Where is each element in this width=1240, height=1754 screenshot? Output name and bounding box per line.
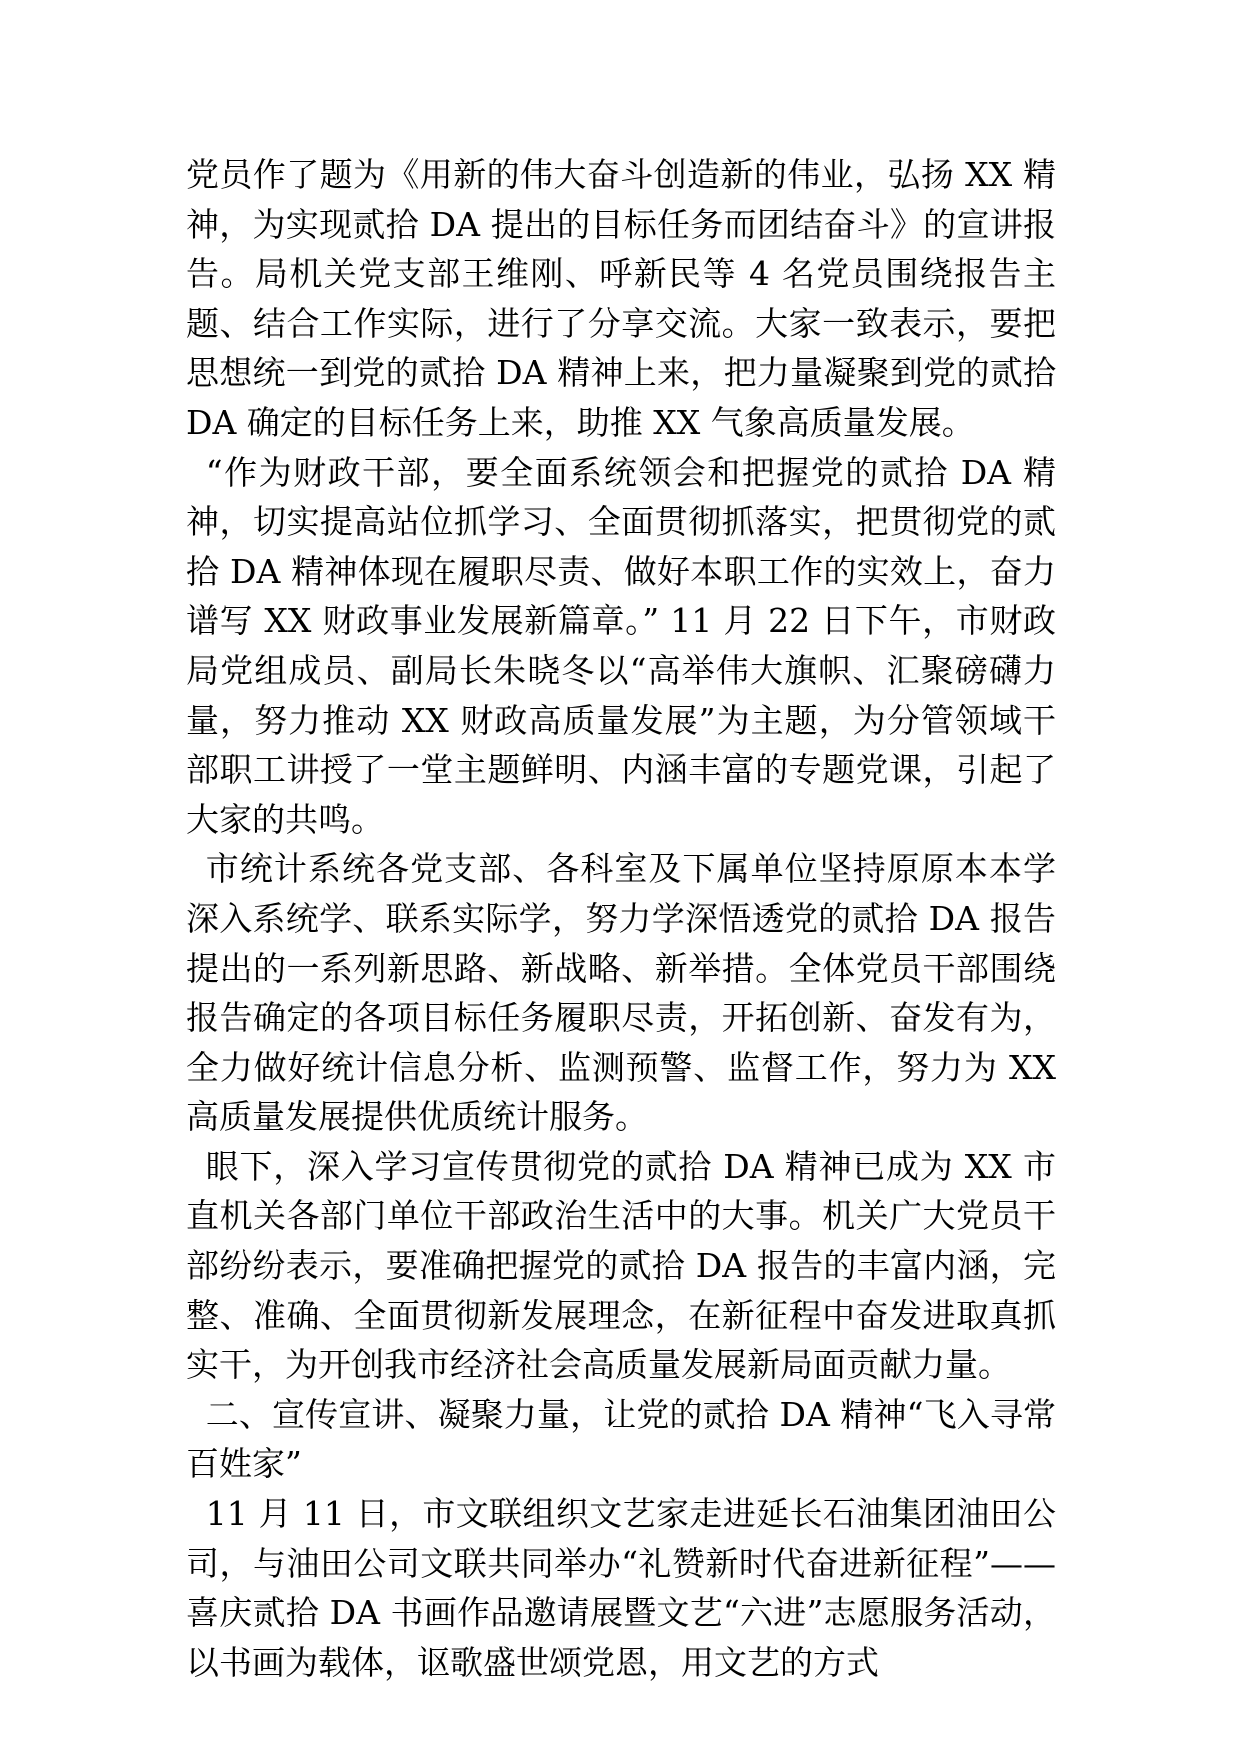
paragraph-meteorology-report: 党员作了题为《用新的伟大奋斗创造新的伟业，弘扬 XX 精神，为实现贰拾 DA 提出的目标任务而团结奋斗》的宣讲报告。局机关党支部王维刚、呼新民等 4 名党员围绕报告主题、结合工作实际，进行了分享交流。大家一致表示，要把思想统一到党的贰拾 DA 精神上来，把力量凝聚到党的贰拾 DA 确定的目标任务上来，助推 XX 气象高质量发展。: [186, 155, 1056, 442]
paragraph-finance-bureau: “作为财政干部，要全面系统领会和把握党的贰拾 DA 精神，切实提高站位抓学习、全面贯彻抓落实，把贯彻党的贰拾 DA 精神体现在履职尽责、做好本职工作的实效上，奋力谱写 XX 财政事业发展新篇章。” 11 月 22 日下午，市财政局党组成员、副局长朱晓冬以“高举伟大旗帜、汇聚磅礴力量，努力推动 XX 财政高质量发展”为主题，为分管领域干部职工讲授了一堂主题鲜明、内涵丰富的专题党课，引起了大家的共鸣。: [186, 452, 1056, 839]
section-heading: 二、宣传宣讲、凝聚力量，让党的贰拾 DA 精神“飞入寻常百姓家”: [186, 1394, 1056, 1484]
paragraph-literary-federation: 11 月 11 日，市文联组织文艺家走进延长石油集团油田公司，与油田公司文联共同举办“礼赞新时代奋进新征程”——喜庆贰拾 DA 书画作品邀请展暨文艺“六进”志愿服务活动，以书画为载体，讴歌盛世颂党恩，用文艺的方式: [186, 1494, 1056, 1682]
paragraph-municipal-organs: 眼下，深入学习宣传贯彻党的贰拾 DA 精神已成为 XX 市直机关各部门单位干部政治生活中的大事。机关广大党员干部纷纷表示，要准确把握党的贰拾 DA 报告的丰富内涵，完整、准确、全面贯彻新发展理念，在新征程中奋发进取真抓实干，为开创我市经济社会高质量发展新局面贡献力量。: [186, 1146, 1056, 1385]
paragraph-statistics-system: 市统计系统各党支部、各科室及下属单位坚持原原本本学深入系统学、联系实际学，努力学深悟透党的贰拾 DA 报告提出的一系列新思路、新战略、新举措。全体党员干部围绕报告确定的各项目标任务履职尽责，开拓创新、奋发有为，全力做好统计信息分析、监测预警、监督工作，努力为 XX 高质量发展提供优质统计服务。: [186, 849, 1056, 1137]
document-body: [186, 150, 1056, 1687]
